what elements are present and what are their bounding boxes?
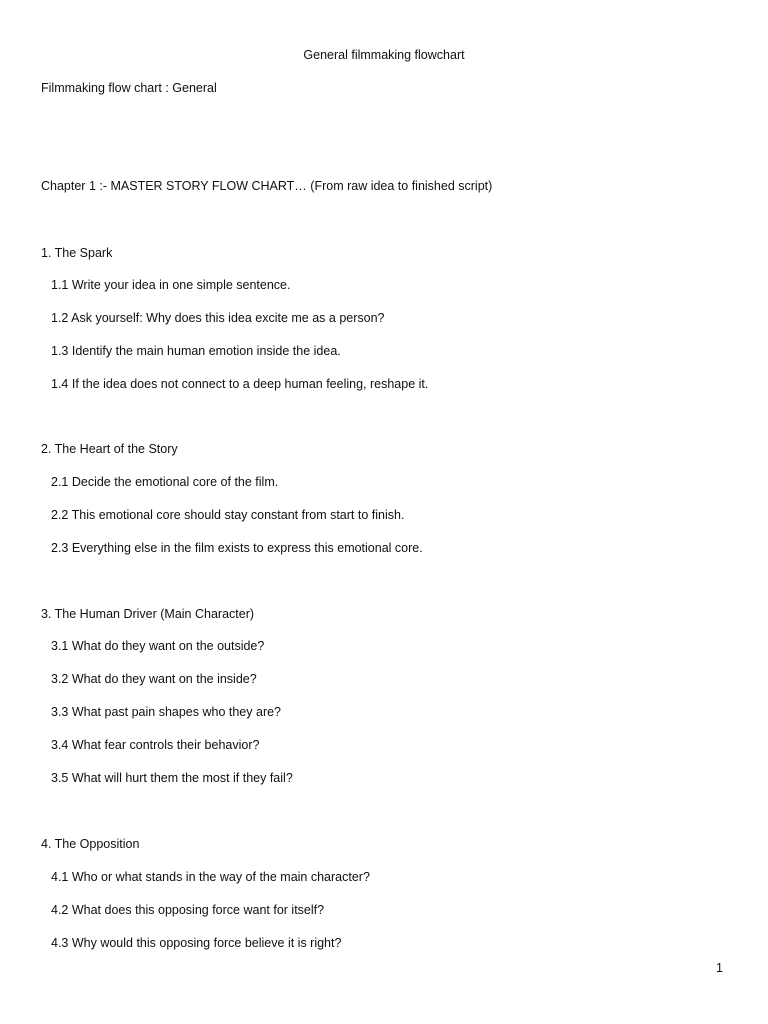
chapter-heading: Chapter 1 :- MASTER STORY FLOW CHART… (From raw idea to finished script) [41, 179, 493, 193]
section-heading: 4. The Opposition [41, 837, 140, 851]
section-item: 1.3 Identify the main human emotion inside the idea. [51, 344, 341, 358]
section-item: 3.4 What fear controls their behavior? [51, 738, 260, 752]
section-item: 4.2 What does this opposing force want for itself? [51, 903, 325, 917]
section-item: 4.3 Why would this opposing force believe it is right? [51, 936, 342, 950]
section-item: 1.4 If the idea does not connect to a deep human feeling, reshape it. [51, 377, 429, 391]
section-heading: 2. The Heart of the Story [41, 442, 178, 456]
section-heading: 3. The Human Driver (Main Character) [41, 607, 255, 621]
section-item: 2.1 Decide the emotional core of the film. [51, 475, 279, 489]
section-item: 3.5 What will hurt them the most if they fail? [51, 771, 293, 785]
page-number: 1 [716, 961, 723, 975]
section-item: 3.2 What do they want on the inside? [51, 672, 257, 686]
section-item: 1.2 Ask yourself: Why does this idea excite me as a person? [51, 311, 385, 325]
section-item: 1.1 Write your idea in one simple sentence. [51, 278, 291, 292]
section-item: 2.2 This emotional core should stay constant from start to finish. [51, 508, 405, 522]
section-item: 3.3 What past pain shapes who they are? [51, 705, 282, 719]
section-heading: 1. The Spark [41, 246, 113, 260]
document-subtitle: Filmmaking flow chart : General [41, 81, 217, 95]
section-item: 3.1 What do they want on the outside? [51, 639, 265, 653]
section-item: 2.3 Everything else in the film exists to express this emotional core. [51, 541, 423, 555]
section-item: 4.1 Who or what stands in the way of the main character? [51, 870, 370, 884]
document-title: General filmmaking flowchart [303, 48, 465, 62]
